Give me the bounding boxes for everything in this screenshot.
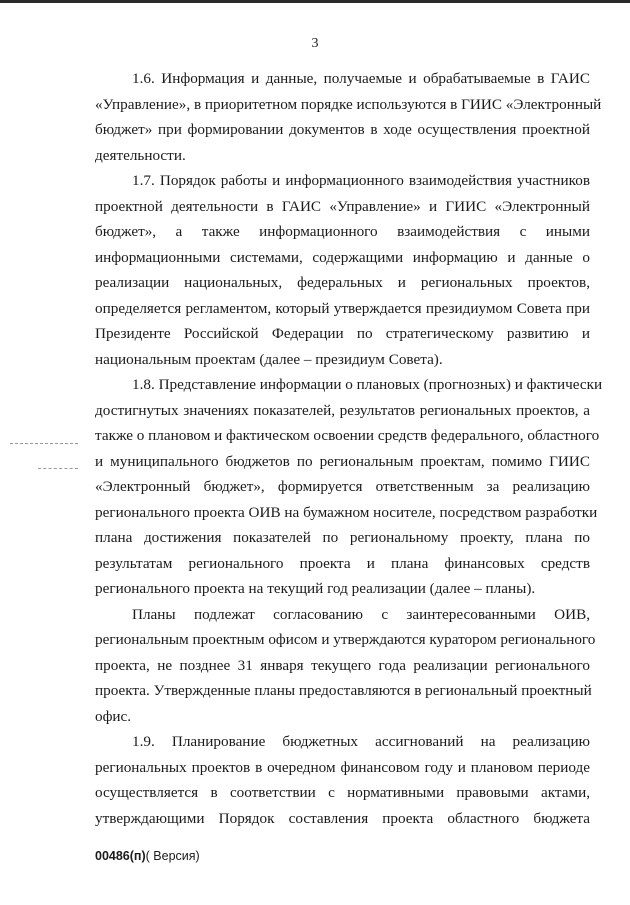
document-code: 00486(п) bbox=[95, 849, 146, 863]
margin-mark bbox=[10, 443, 78, 444]
text-line: утверждающими Порядок составления проекта областного бюджета bbox=[95, 809, 590, 827]
text-line: 1.9. Планирование бюджетных ассигнований на реализацию bbox=[132, 733, 590, 750]
text-line: «Электронный бюджет», формируется ответственным за реализацию bbox=[95, 478, 590, 495]
paragraph-1-9 bbox=[95, 729, 590, 831]
text-line: бюджет», а также информационного взаимодействия с иными bbox=[95, 223, 590, 240]
paragraph-1-7 bbox=[95, 168, 590, 372]
document-code-footer bbox=[95, 849, 200, 863]
page-number: 3 bbox=[311, 36, 319, 51]
scan-edge bbox=[0, 0, 630, 3]
text-line: 1.6. Информация и данные, получаемые и обрабатываемые в ГАИС bbox=[132, 70, 590, 87]
text-line: плана достижения показателей по региональному проекту, плана по bbox=[95, 529, 590, 546]
document-version: ( Версия) bbox=[145, 849, 200, 863]
text-line: 1.7. Порядок работы и информационного взаимодействия участников bbox=[132, 172, 590, 189]
text-line: регионального проекта на текущий год реализации (далее – планы). bbox=[95, 580, 536, 597]
text-line: регионального проекта ОИВ на бумажном носителе, посредством разработки bbox=[95, 503, 598, 521]
text-line: «Управление», в приоритетном порядке используются в ГИИС «Электронный bbox=[95, 95, 602, 113]
text-line: достигнутых значениях показателей, результатов региональных проектов, а bbox=[95, 401, 590, 419]
body-text bbox=[95, 66, 603, 831]
text-line: офис. bbox=[95, 707, 132, 725]
text-line: проектной деятельности в ГАИС «Управление» и ГИИС «Электронный bbox=[95, 197, 590, 215]
text-line: и муниципального бюджетов по региональным проектам, помимо ГИИС bbox=[95, 452, 590, 470]
text-line: осуществляется в соответствии с нормативными правовыми актами, bbox=[95, 784, 590, 801]
text-line: информационными системами, содержащими информацию и данные о bbox=[95, 248, 590, 266]
paragraph-plans bbox=[95, 602, 596, 730]
text-line: проекта, не позднее 31 января текущего года реализации регионального bbox=[95, 656, 590, 674]
text-line: также о плановом и фактическом освоении средств федерального, областного bbox=[95, 427, 600, 444]
text-line: бюджет» при формировании документов в ходе осуществления проектной bbox=[95, 121, 590, 138]
text-line: деятельности. bbox=[95, 146, 186, 164]
text-line: региональных проектов в очередном финансовом году и плановом периоде bbox=[95, 758, 590, 776]
text-line: реализации национальных, федеральных и региональных проектов, bbox=[95, 274, 590, 291]
paragraph-1-8 bbox=[95, 372, 603, 602]
text-line: 1.8. Представление информации о плановых (прогнозных) и фактически bbox=[132, 376, 603, 393]
text-line: национальным проектам (далее – президиум Совета). bbox=[95, 350, 443, 368]
paragraph-1-6 bbox=[95, 66, 602, 168]
text-line: региональным проектным офисом и утверждаются куратором регионального bbox=[95, 631, 596, 648]
text-line: результатам регионального проекта и плана финансовых средств bbox=[95, 554, 590, 572]
text-line: определяется регламентом, который утверждается президиумом Совета при bbox=[95, 299, 590, 317]
text-line: Президенте Российской Федерации по стратегическому развитию и bbox=[95, 325, 590, 342]
text-line: Планы подлежат согласованию с заинтересованными ОИВ, bbox=[132, 605, 590, 623]
text-line: проекта. Утвержденные планы предоставляются в региональный проектный bbox=[95, 682, 592, 699]
margin-mark bbox=[38, 468, 78, 469]
